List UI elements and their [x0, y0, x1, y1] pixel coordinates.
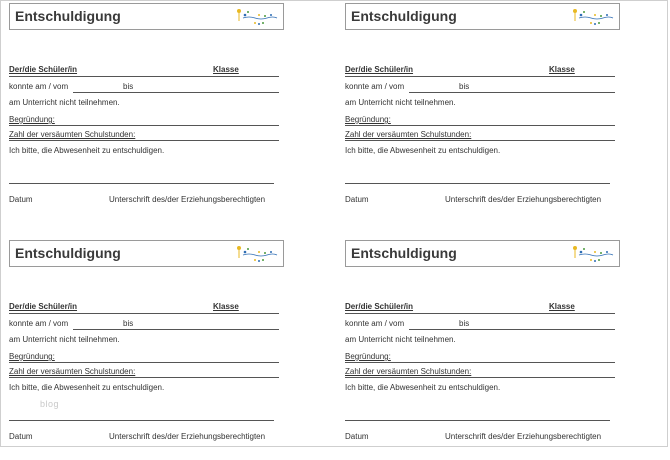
- student-row: [345, 302, 413, 311]
- signature-line[interactable]: [9, 183, 274, 184]
- absent-from-label: konnte am / vom: [9, 82, 69, 91]
- hours-label: Zahl der versäumten Schulstunden:: [345, 367, 472, 376]
- reason-label: Begründung:: [345, 115, 391, 124]
- hours-line[interactable]: [345, 377, 615, 378]
- hours-label: Zahl der versäumten Schulstunden:: [9, 130, 136, 139]
- student-class-line[interactable]: [345, 76, 615, 77]
- absent-from-label: konnte am / vom: [345, 82, 405, 91]
- excuse-request-text: Ich bitte, die Abwesenheit zu entschuldigen.: [9, 146, 165, 155]
- student-label: Der/die Schüler/in: [9, 302, 78, 311]
- reason-label: Begründung:: [9, 352, 55, 361]
- excuse-request-text: Ich bitte, die Abwesenheit zu entschuldigen.: [345, 146, 501, 155]
- excuse-slip: [9, 240, 284, 460]
- slip-header: [345, 240, 620, 267]
- student-row: [9, 65, 77, 74]
- school-logo-icon: [571, 6, 615, 28]
- student-class-line[interactable]: [9, 313, 279, 314]
- missed-class-text: am Unterricht nicht teilnehmen.: [9, 335, 120, 344]
- reason-label: Begründung:: [9, 115, 55, 124]
- student-label: Der/die Schüler/in: [345, 302, 414, 311]
- date-label: Datum: [345, 195, 369, 204]
- missed-class-text: am Unterricht nicht teilnehmen.: [345, 98, 456, 107]
- hours-label: Zahl der versäumten Schulstunden:: [345, 130, 472, 139]
- student-label: Der/die Schüler/in: [345, 65, 414, 74]
- hours-line[interactable]: [9, 377, 279, 378]
- date-label: Datum: [9, 432, 33, 441]
- reason-line[interactable]: [9, 125, 279, 126]
- student-row: [9, 302, 77, 311]
- slip-header: [9, 240, 284, 267]
- signature-label: Unterschrift des/der Erziehungsberechtigten: [109, 195, 266, 204]
- date-label: Datum: [9, 195, 33, 204]
- signature-line[interactable]: [345, 420, 610, 421]
- signature-label: Unterschrift des/der Erziehungsberechtigten: [445, 195, 602, 204]
- slip-title: Entschuldigung: [351, 8, 457, 24]
- signature-label: Unterschrift des/der Erziehungsberechtigten: [109, 432, 266, 441]
- excuse-request-text: Ich bitte, die Abwesenheit zu entschuldigen.: [345, 383, 501, 392]
- reason-line[interactable]: [345, 125, 615, 126]
- school-logo-icon: [235, 6, 279, 28]
- class-row: [549, 302, 575, 311]
- absent-from-label: konnte am / vom: [9, 319, 69, 328]
- date-range-line[interactable]: [409, 329, 615, 330]
- hours-row: [345, 130, 471, 139]
- student-row: [345, 65, 413, 74]
- slip-title: Entschuldigung: [15, 245, 121, 261]
- signature-line[interactable]: [345, 183, 610, 184]
- absent-to-label: bis: [123, 82, 134, 91]
- hours-row: [345, 367, 471, 376]
- class-label: Klasse: [549, 302, 575, 311]
- slip-title: Entschuldigung: [351, 245, 457, 261]
- hours-row: [9, 367, 135, 376]
- reason-row: [345, 115, 391, 124]
- absent-to-label: bis: [459, 82, 470, 91]
- missed-class-text: am Unterricht nicht teilnehmen.: [9, 98, 120, 107]
- student-class-line[interactable]: [345, 313, 615, 314]
- class-row: [549, 65, 575, 74]
- hours-line[interactable]: [9, 140, 279, 141]
- reason-line[interactable]: [345, 362, 615, 363]
- date-range-line[interactable]: [73, 92, 279, 93]
- hours-line[interactable]: [345, 140, 615, 141]
- class-label: Klasse: [549, 65, 575, 74]
- student-label: Der/die Schüler/in: [9, 65, 78, 74]
- excuse-slip: [345, 3, 620, 223]
- school-logo-icon: [235, 243, 279, 265]
- date-range-line[interactable]: [73, 329, 279, 330]
- reason-row: [345, 352, 391, 361]
- reason-row: [9, 115, 55, 124]
- hours-row: [9, 130, 135, 139]
- signature-line[interactable]: [9, 420, 274, 421]
- excuse-slip: [345, 240, 620, 460]
- watermark-text: blog: [40, 399, 60, 409]
- class-row: [213, 65, 239, 74]
- missed-class-text: am Unterricht nicht teilnehmen.: [345, 335, 456, 344]
- slip-header: [345, 3, 620, 30]
- absent-to-label: bis: [459, 319, 470, 328]
- absent-to-label: bis: [123, 319, 134, 328]
- reason-label: Begründung:: [345, 352, 391, 361]
- student-class-line[interactable]: [9, 76, 279, 77]
- excuse-slip: [9, 3, 284, 223]
- slip-header: [9, 3, 284, 30]
- excuse-request-text: Ich bitte, die Abwesenheit zu entschuldigen.: [9, 383, 165, 392]
- class-label: Klasse: [213, 65, 239, 74]
- school-logo-icon: [571, 243, 615, 265]
- absent-from-label: konnte am / vom: [345, 319, 405, 328]
- slip-title: Entschuldigung: [15, 8, 121, 24]
- class-row: [213, 302, 239, 311]
- class-label: Klasse: [213, 302, 239, 311]
- hours-label: Zahl der versäumten Schulstunden:: [9, 367, 136, 376]
- date-range-line[interactable]: [409, 92, 615, 93]
- reason-line[interactable]: [9, 362, 279, 363]
- signature-label: Unterschrift des/der Erziehungsberechtigten: [445, 432, 602, 441]
- reason-row: [9, 352, 55, 361]
- date-label: Datum: [345, 432, 369, 441]
